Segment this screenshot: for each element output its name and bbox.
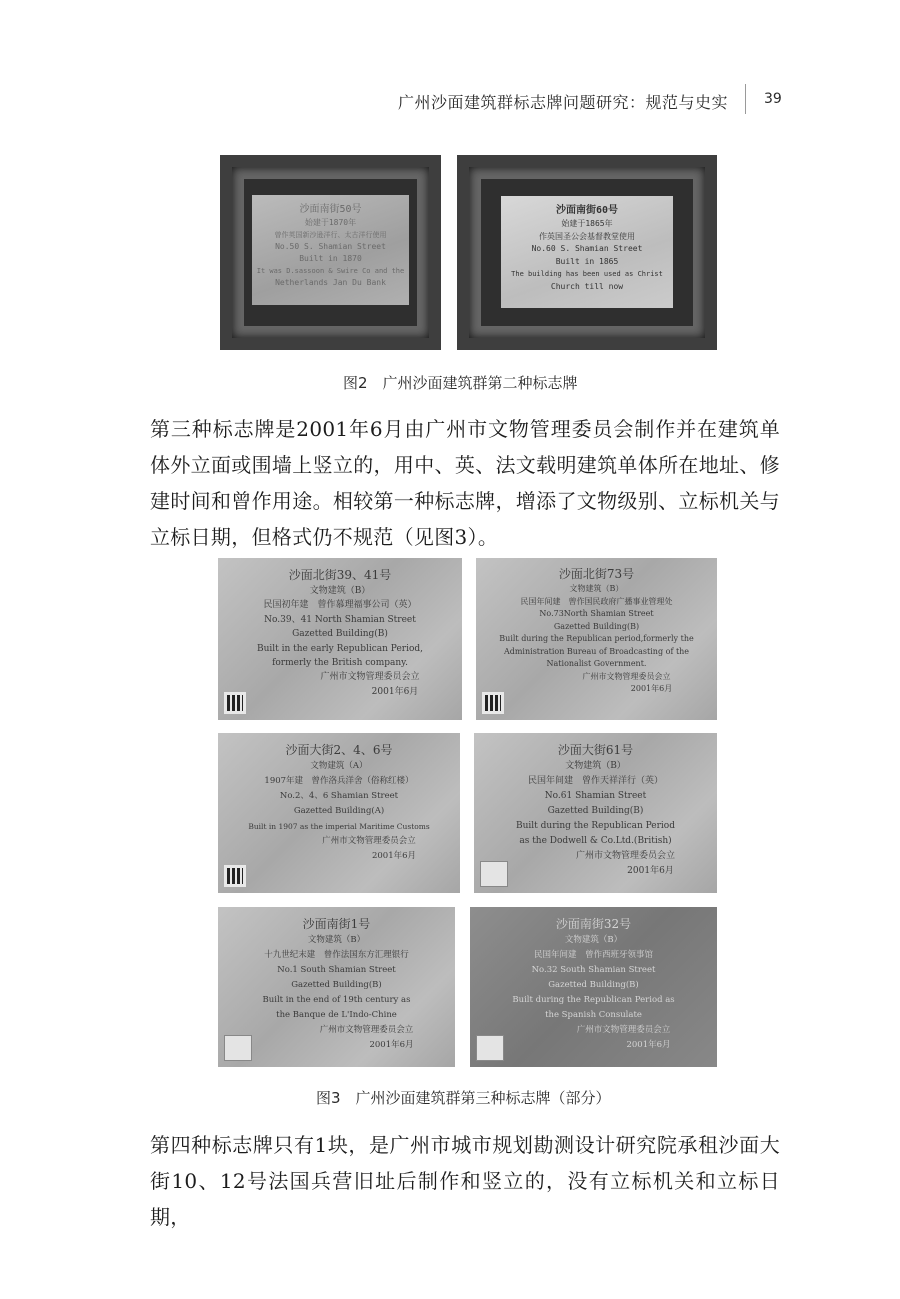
plaque-line: 十九世纪末建 曾作法国东方汇理银行 [264, 950, 409, 960]
plaque-line: Administration Bureau of Broadcasting of the [503, 646, 690, 656]
plaque-line: 始建于1865年 [561, 219, 613, 228]
plaque-line: formerly the British company. [272, 658, 408, 669]
plaque-shamian-south-1 [218, 907, 455, 1067]
plaque-line: 2001年6月 [626, 1040, 671, 1050]
plaque-shamian-south-32 [470, 907, 717, 1067]
qr-code-icon [482, 692, 504, 714]
plaque-line: Gazetted Building(B) [291, 980, 382, 990]
plaque-line: No.39、41 North Shamian Street [264, 614, 416, 625]
plaque-line: 民国年间建 曾作天祥洋行（英） [527, 776, 663, 786]
plaque-line: as the Dodwell & Co.Ltd.(British) [519, 836, 672, 846]
plaque-line: 广州市文物管理委员会立 [322, 836, 416, 846]
plaque-line: 1907年建 曾作洛兵洋舍（俗称红楼） [264, 776, 414, 786]
body-paragraph-1: 第三种标志牌是2001年6月由广州市文物管理委员会制作并在建筑单体外立面或围墙上竖立的，用中、英、法文载明建筑单体所在地址、修建时间和曾作用途。相较第一种标志牌，增添了文物级别、立标机关与立标日期，但格式仍不规范（见图3）。 [150, 417, 780, 549]
building-logo-icon [224, 1035, 252, 1061]
figure2-photo-right [457, 155, 717, 350]
plaque-line: Built during the Republican period,formerly the [499, 634, 694, 643]
plaque-line: 2001年6月 [627, 866, 674, 876]
plaque-line: 2001年6月 [371, 686, 419, 697]
plaque-line: 沙面南街1号 [302, 917, 371, 931]
qr-code-icon [224, 692, 246, 714]
plaque-line: Built in 1865 [555, 256, 619, 266]
plaque-line: No.1 South Shamian Street [277, 965, 396, 975]
plaque-shamian-south-60 [501, 196, 673, 308]
plaque-line: No.50 S. Shamian Street [275, 242, 386, 251]
plaque-line: 作英国圣公会基督教堂使用 [539, 231, 635, 241]
plaque-line: 文物建筑（B） [309, 586, 371, 596]
plaque-line: Built in 1870 [299, 254, 362, 263]
header-divider [745, 84, 746, 114]
plaque-line: 文物建筑（B） [564, 935, 623, 945]
plaque-line: Built in the end of 19th century as [262, 995, 411, 1005]
plaque-line: No.2、4、6 Shamian Street [279, 791, 399, 801]
plaque-line: Built during the Republican Period as [512, 995, 675, 1005]
plaque-line: 广州市文物管理委员会立 [320, 672, 420, 683]
plaque-line: No.60 S. Shamian Street [531, 244, 643, 253]
plaque-line: Church till now [550, 281, 624, 291]
plaque-line: 2001年6月 [630, 684, 673, 693]
plaque-line: 文物建筑（B） [307, 935, 366, 945]
plaque-line: 沙面北街39、41号 [288, 568, 392, 582]
plaque-line: 曾作英国新沙逊洋行、太古洋行使用 [274, 231, 387, 239]
plaque-line: 沙面北街73号 [558, 567, 635, 581]
plaque-line: No.61 Shamian Street [544, 791, 647, 801]
plaque-line: 沙面大街2、4、6号 [285, 743, 393, 757]
plaque-line: 文物建筑（A） [310, 761, 368, 771]
building-logo-icon [480, 861, 508, 887]
building-logo-icon [476, 1035, 504, 1061]
plaque-line: Gazetted Building(A) [293, 806, 385, 816]
plaque-shamian-north-39-41 [218, 558, 462, 720]
plaque-line: Built in 1907 as the imperial Maritime Customs [248, 822, 430, 831]
plaque-line: Built in the early Republican Period, [256, 643, 424, 654]
plaque-line: 2001年6月 [369, 1040, 414, 1050]
page-number: 39 [764, 91, 782, 107]
figure2-caption: 图2 广州沙面建筑群第二种标志牌 [343, 374, 578, 392]
plaque-line: 广州市文物管理委员会立 [576, 1025, 671, 1035]
body-paragraph-2: 第四种标志牌只有1块，是广州市城市规划勘测设计研究院承租沙面大街10、12号法国兵营旧址后制作和竖立的，没有立标机关和立标日期， [150, 1133, 780, 1229]
qr-code-icon [224, 865, 246, 887]
plaque-line: 文物建筑（B） [569, 584, 624, 593]
plaque-line: 民国初年建 曾作慕理福事公司（英） [263, 600, 417, 611]
plaque-shamian-avenue-61 [474, 733, 717, 893]
plaque-line: the Banque de L'Indo-Chine [276, 1010, 397, 1020]
plaque-line: 沙面南街60号 [555, 205, 619, 216]
plaque-line: 民国年间建 曾作国民政府广播事业管理处 [520, 596, 673, 606]
plaque-line: The building has been used as Christ [511, 270, 663, 278]
plaque-shamian-south-50 [252, 195, 409, 305]
plaque-line: Gazetted Building(B) [292, 629, 388, 640]
plaque-line: Nationalist Government. [546, 659, 647, 668]
plaque-line: Netherlands Jan Du Bank [275, 278, 386, 287]
plaque-shamian-avenue-2-4-6 [218, 733, 460, 893]
plaque-line: Gazetted Building(B) [547, 806, 644, 816]
plaque-line: 民国年间建 曾作西班牙领事馆 [533, 950, 653, 960]
plaque-line: Gazetted Building(B) [553, 621, 640, 631]
plaque-line: No.32 South Shamian Street [531, 965, 656, 975]
plaque-shamian-north-73 [476, 558, 717, 720]
plaque-line: 广州市文物管理委员会立 [582, 671, 671, 681]
plaque-line: No.73North Shamian Street [539, 609, 654, 618]
plaque-line: 沙面大街61号 [557, 743, 634, 757]
plaque-line: the Spanish Consulate [545, 1010, 642, 1020]
running-header-title: 广州沙面建筑群标志牌问题研究：规范与史实 [397, 93, 728, 112]
figure2-photo-left [220, 155, 441, 350]
plaque-line: Gazetted Building(B) [548, 980, 639, 990]
plaque-line: 文物建筑（B） [565, 761, 626, 771]
plaque-line: 沙面南街32号 [555, 917, 632, 931]
plaque-line: 广州市文物管理委员会立 [319, 1025, 414, 1035]
plaque-line: Built during the Republican Period [516, 821, 675, 831]
plaque-line: 2001年6月 [371, 851, 417, 861]
plaque-line: 沙面南街50号 [299, 204, 362, 215]
plaque-line: It was D.sassoon & Swire Co and the [256, 267, 405, 275]
plaque-line: 广州市文物管理委员会立 [575, 851, 675, 861]
plaque-line: 始建于1870年 [304, 218, 357, 227]
figure3-caption: 图3 广州沙面建筑群第三种标志牌（部分） [316, 1089, 611, 1107]
